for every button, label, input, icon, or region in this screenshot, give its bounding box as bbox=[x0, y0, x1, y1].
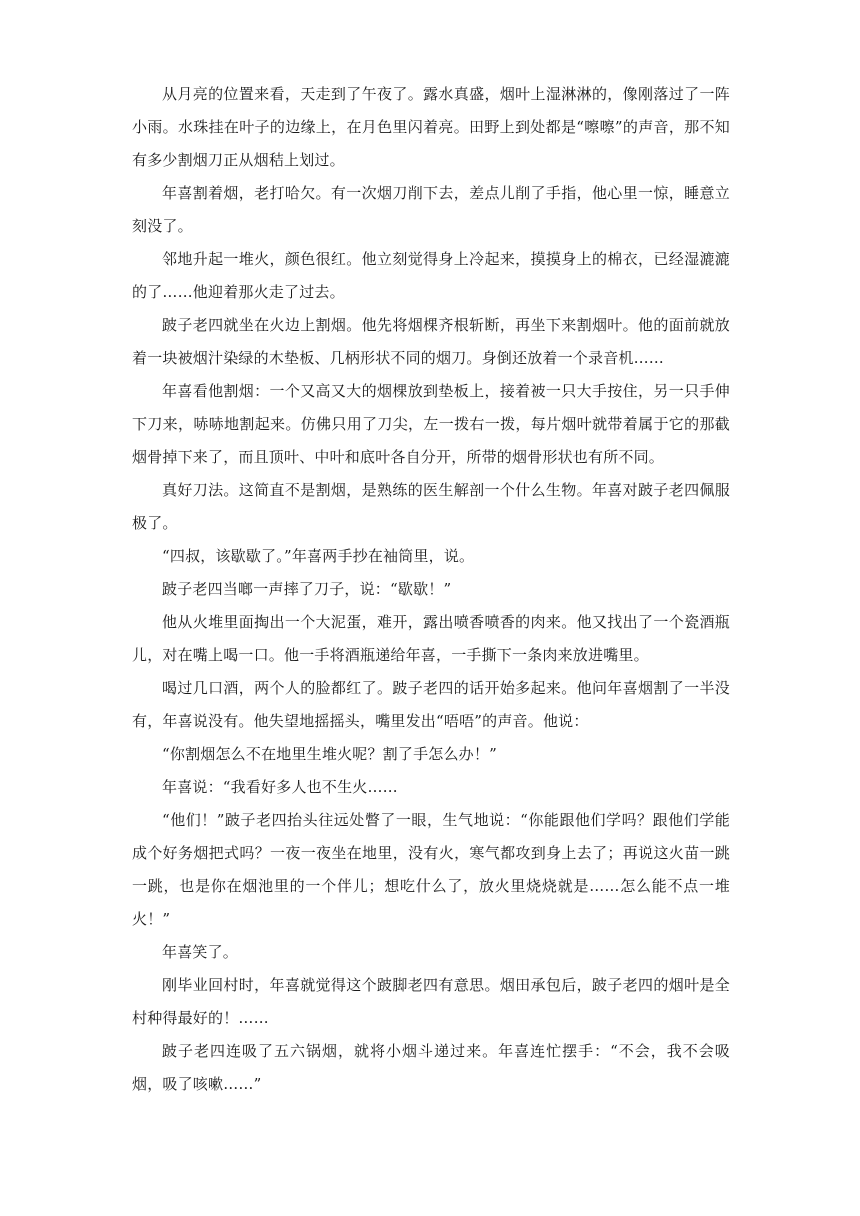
paragraph: 年喜看他割烟：一个又高又大的烟棵放到垫板上，接着被一只大手按住，另一只手伸下刀来，哧哧地割起来。仿佛只用了刀尖，左一拨右一拨，每片烟叶就带着属于它的那截烟骨掉下来了，而且顶叶、中叶和底叶各自分开，所带的烟骨形状也有所不同。 bbox=[132, 382, 730, 466]
paragraph: 从月亮的位置来看，天走到了午夜了。露水真盛，烟叶上湿淋淋的，像刚落过了一阵小雨。水珠挂在叶子的边缘上，在月色里闪着亮。田野上到处都是“嚓嚓”的声音，那不知有多少割烟刀正从烟秸上划过。 bbox=[132, 85, 730, 169]
paragraph: 年喜笑了。 bbox=[162, 943, 239, 961]
paragraph: 刚毕业回村时，年喜就觉得这个跛脚老四有意思。烟田承包后，跛子老四的烟叶是全村种得最好的！…… bbox=[132, 976, 730, 1027]
paragraph: “四叔，该歇歇了。”年喜两手抄在袖筒里，说。 bbox=[162, 547, 475, 565]
paragraph: 跛子老四当啷一声摔了刀子，说：“歇歇！” bbox=[162, 580, 452, 598]
paragraph: 年喜割着烟，老打哈欠。有一次烟刀削下去，差点儿削了手指，他心里一惊，睡意立刻没了。 bbox=[132, 184, 730, 235]
paragraph: 年喜说：“我看好多人也不生火…… bbox=[162, 778, 398, 796]
paragraph: “你割烟怎么不在地里生堆火呢？割了手怎么办！” bbox=[162, 745, 497, 763]
paragraph: 真好刀法。这简直不是割烟，是熟练的医生解剖一个什么生物。年喜对跛子老四佩服极了。 bbox=[132, 481, 730, 532]
paragraph: 邻地升起一堆火，颜色很红。他立刻觉得身上冷起来，摸摸身上的棉衣，已经湿漉漉的了……他迎着那火走了过去。 bbox=[132, 250, 730, 301]
paragraph: 喝过几口酒，两个人的脸都红了。跛子老四的话开始多起来。他问年喜烟割了一半没有，年喜说没有。他失望地摇摇头，嘴里发出“唔唔”的声音。他说： bbox=[132, 679, 730, 730]
paragraph: “他们！”跛子老四抬头往远处瞥了一眼，生气地说：“你能跟他们学吗？跟他们学能成个好务烟把式吗？一夜一夜坐在地里，没有火，寒气都攻到身上去了；再说这火苗一跳一跳，也是你在烟池里的一个伴儿；想吃什么了，放火里烧烧就是……怎么能不点一堆火！” bbox=[132, 811, 730, 928]
paragraph: 他从火堆里面掏出一个大泥蛋，难开，露出喷香喷香的肉来。他又找出了一个瓷酒瓶儿，对在嘴上喝一口。他一手将酒瓶递给年喜，一手撕下一条肉来放进嘴里。 bbox=[132, 613, 730, 664]
paragraph: 跛子老四连吸了五六锅烟，就将小烟斗递过来。年喜连忙摆手：“不会，我不会吸烟，吸了咳嗽……” bbox=[132, 1042, 730, 1093]
paragraph: 跛子老四就坐在火边上割烟。他先将烟棵齐根斩断，再坐下来割烟叶。他的面前就放着一块被烟汁染绿的木垫板、几柄形状不同的烟刀。身倒还放着一个录音机…… bbox=[132, 316, 730, 367]
